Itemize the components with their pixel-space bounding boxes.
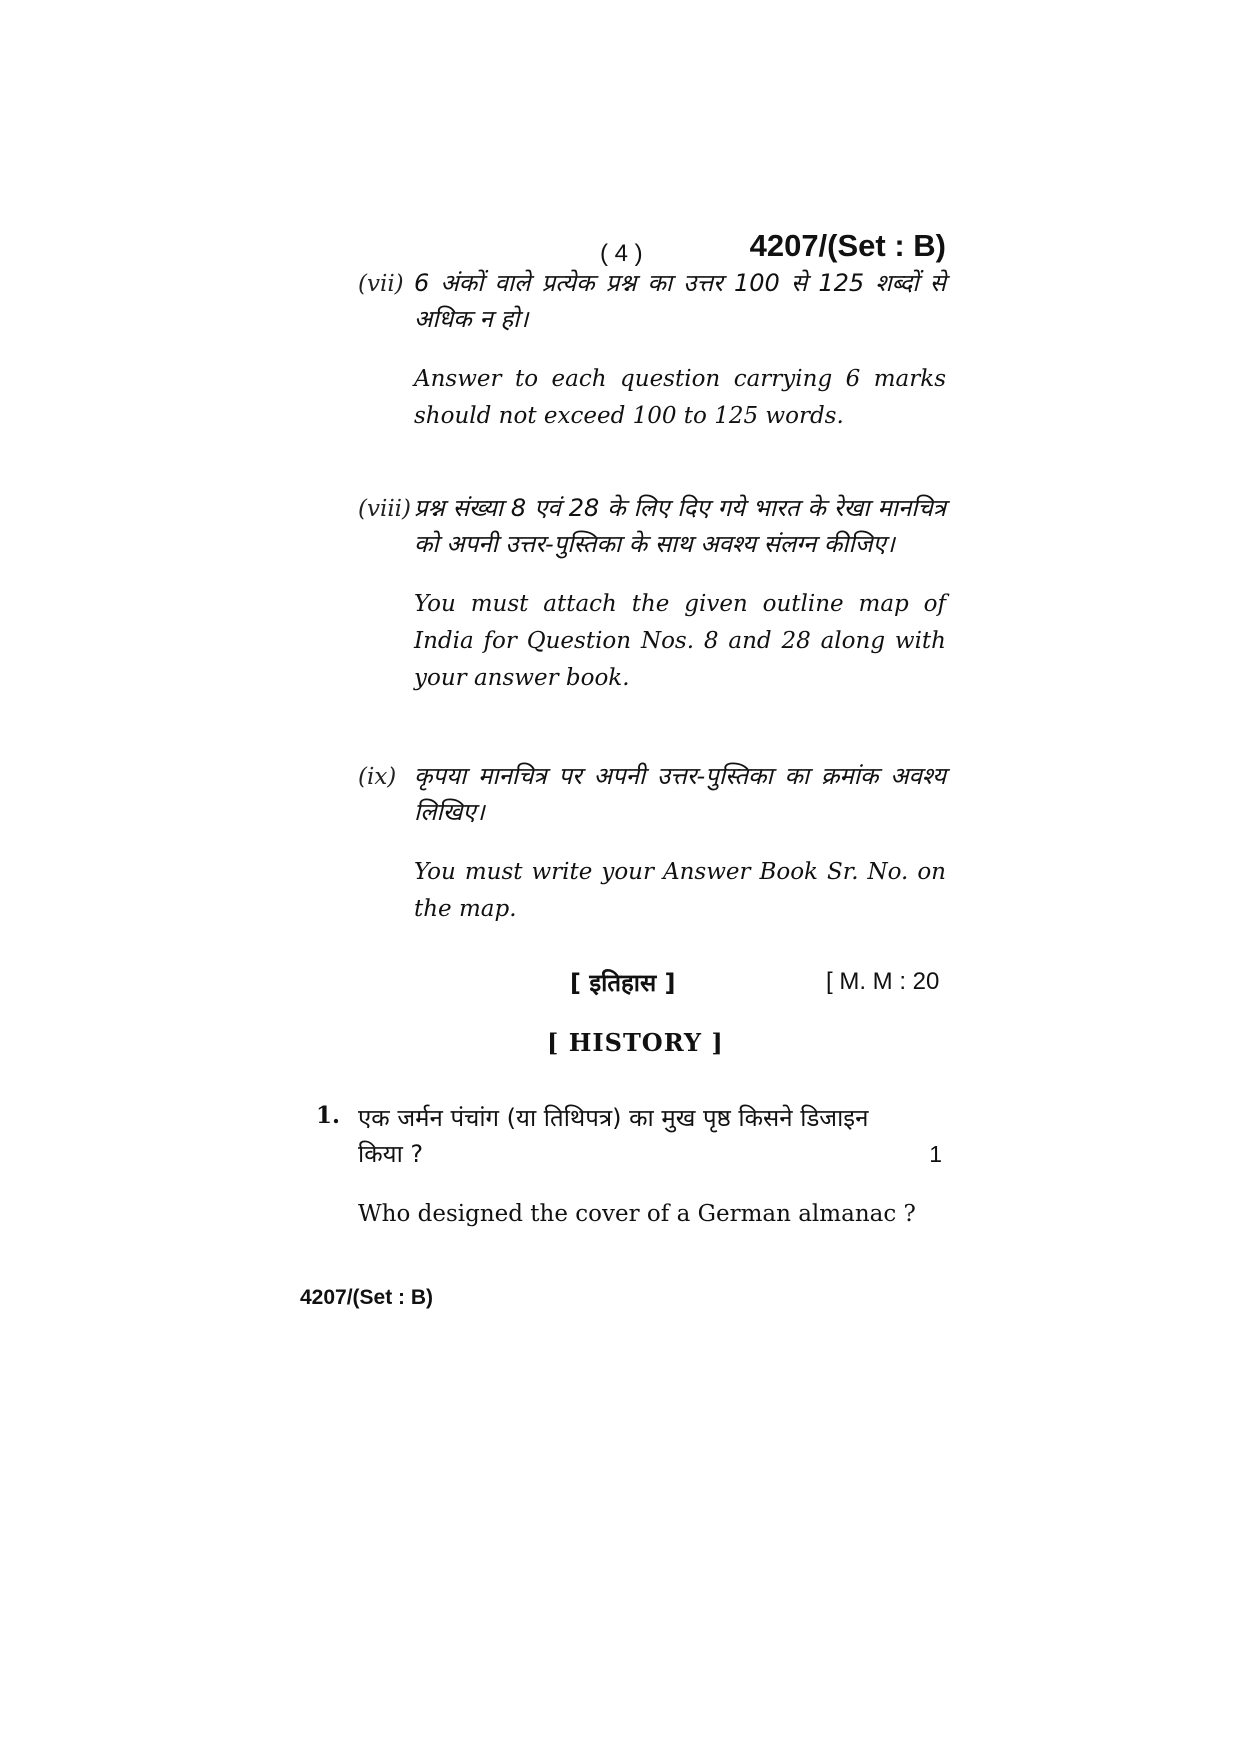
section-title-english: [ HISTORY ] — [547, 1028, 724, 1057]
instruction-text-english: Answer to each question carrying 6 marks should not exceed 100 to 125 words. — [414, 366, 946, 429]
instruction-number: (vii) — [358, 271, 404, 297]
instruction-text-hindi: प्रश्न संख्या 8 एवं 28 के लिए दिए गये भारत के रेखा मानचित्र को अपनी उत्तर-पुस्तिका के साथ अवश्य संलग्न कीजिए। — [414, 494, 946, 558]
page-number: ( 4 ) — [600, 240, 643, 267]
max-marks: [ M. M : 20 — [826, 968, 940, 995]
instruction-vii — [358, 265, 946, 435]
footer-set-code: 4207/(Set : B) — [300, 1286, 434, 1309]
question-text-hindi-line2: किया ? — [358, 1140, 424, 1168]
instruction-text-english: You must write your Answer Book Sr. No. on the map. — [414, 859, 946, 922]
section-title-hindi: [ इतिहास ] — [570, 969, 676, 997]
instruction-text-english: You must attach the given outline map of India for Question Nos. 8 and 28 along with your answer book. — [414, 591, 946, 691]
question-number: 1. — [316, 1102, 341, 1129]
instruction-text-hindi: 6 अंकों वाले प्रत्येक प्रश्न का उत्तर 100 से 125 शब्दों से अधिक न हो। — [414, 269, 946, 333]
instruction-number: (viii) — [358, 496, 412, 522]
question-text-hindi: एक जर्मन पंचांग (या तिथिपत्र) का मुख पृष्ठ किसने डिजाइन — [358, 1104, 869, 1132]
set-code: 4207/(Set : B) — [749, 228, 946, 263]
instruction-viii — [358, 490, 946, 697]
instruction-ix — [358, 758, 946, 928]
question-1 — [316, 1100, 946, 1232]
question-marks: 1 — [929, 1141, 942, 1167]
instruction-text-hindi: कृपया मानचित्र पर अपनी उत्तर-पुस्तिका का क्रमांक अवश्य लिखिए। — [414, 762, 946, 826]
instruction-number: (ix) — [358, 764, 397, 790]
question-text-english: Who designed the cover of a German almanac ? — [358, 1201, 916, 1227]
